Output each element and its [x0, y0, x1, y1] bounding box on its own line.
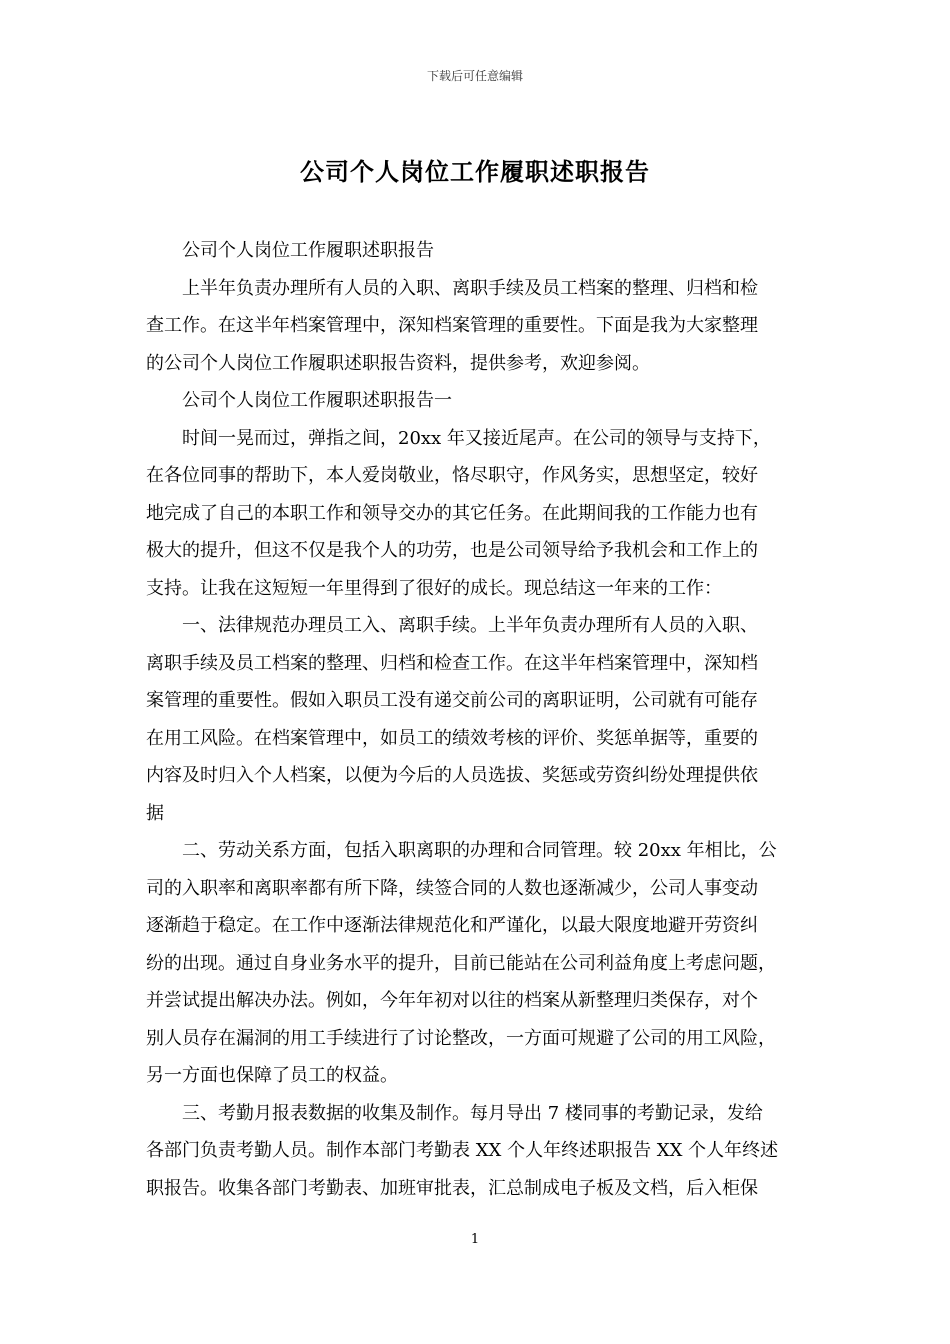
paragraph [146, 270, 812, 383]
paragraph-line: 地完成了自己的本职工作和领导交办的其它任务。在此期间我的工作能力也有 [146, 502, 758, 524]
paragraph-line: 二、劳动关系方面，包括入职离职的办理和合同管理。较 20xx 年相比，公 [182, 840, 777, 861]
paragraph-line: 三、考勤月报表数据的收集及制作。每月导出 7 楼同事的考勤记录，发给 [182, 1102, 763, 1124]
paragraph-line: 逐渐趋于稳定。在工作中逐渐法律规范化和严谨化，以最大限度地避开劳资纠 [146, 915, 758, 936]
paragraph-line: 司的入职率和离职率都有所下降，续签合同的人数也逐渐减少，公司人事变动 [146, 877, 758, 899]
paragraph-line: 在用工风险。在档案管理中，如员工的绩效考核的评价、奖惩单据等，重要的 [146, 727, 758, 749]
paragraph-line: 在各位同事的帮助下，本人爱岗敬业，恪尽职守，作风务实，思想坚定，较好 [146, 465, 758, 486]
paragraph-line: 上半年负责办理所有人员的入职、离职手续及员工档案的整理、归档和检 [182, 277, 758, 299]
page-number: 1 [470, 1232, 480, 1247]
paragraph-line: 据 [146, 802, 164, 824]
paragraph-line: 时间一晃而过，弹指之间，20xx 年又接近尾声。在公司的领导与支持下， [182, 427, 771, 449]
paragraph-line: 案管理的重要性。假如入职员工没有递交前公司的离职证明，公司就有可能存 [146, 690, 758, 711]
document-body [146, 232, 812, 1207]
paragraph-line: 查工作。在这半年档案管理中，深知档案管理的重要性。下面是我为大家整理 [146, 315, 758, 336]
paragraph [146, 232, 812, 270]
paragraph [146, 420, 812, 608]
paragraph [146, 382, 812, 420]
paragraph-line: 公司个人岗位工作履职述职报告 [182, 240, 434, 261]
paragraph-line: 职报告。收集各部门考勤表、加班审批表，汇总制成电子板及文档，后入柜保 [146, 1177, 758, 1199]
paragraph-line: 纷的出现。通过自身业务水平的提升，目前已能站在公司利益角度上考虑问题， [146, 952, 776, 974]
paragraph-line: 并尝试提出解决办法。例如，今年年初对以往的档案从新整理归类保存，对个 [146, 990, 758, 1011]
paragraph [146, 832, 812, 1095]
paragraph-line: 另一方面也保障了员工的权益。 [146, 1065, 398, 1086]
paragraph-line: 的公司个人岗位工作履职述职报告资料，提供参考，欢迎参阅。 [146, 352, 650, 374]
paragraph-line: 支持。让我在这短短一年里得到了很好的成长。现总结这一年来的工作： [146, 577, 722, 599]
paragraph-line: 极大的提升，但这不仅是我个人的功劳，也是公司领导给予我机会和工作上的 [146, 540, 758, 561]
paragraph-line: 各部门负责考勤人员。制作本部门考勤表 XX 个人年终述职报告 XX 个人年终述 [146, 1140, 779, 1161]
paragraph-line: 离职手续及员工档案的整理、归档和检查工作。在这半年档案管理中，深知档 [146, 652, 758, 674]
document-title: 公司个人岗位工作履职述职报告 [300, 157, 650, 186]
header-note: 下载后可任意编辑 [426, 69, 523, 83]
paragraph [146, 1095, 812, 1208]
paragraph-line: 公司个人岗位工作履职述职报告一 [182, 390, 452, 411]
paragraph [146, 607, 812, 832]
paragraph-line: 别人员存在漏洞的用工手续进行了讨论整改，一方面可规避了公司的用工风险， [146, 1027, 776, 1049]
paragraph-line: 内容及时归入个人档案，以便为今后的人员选拔、奖惩或劳资纠纷处理提供依 [146, 765, 758, 786]
paragraph-line: 一、法律规范办理员工入、离职手续。上半年负责办理所有人员的入职、 [182, 615, 758, 636]
